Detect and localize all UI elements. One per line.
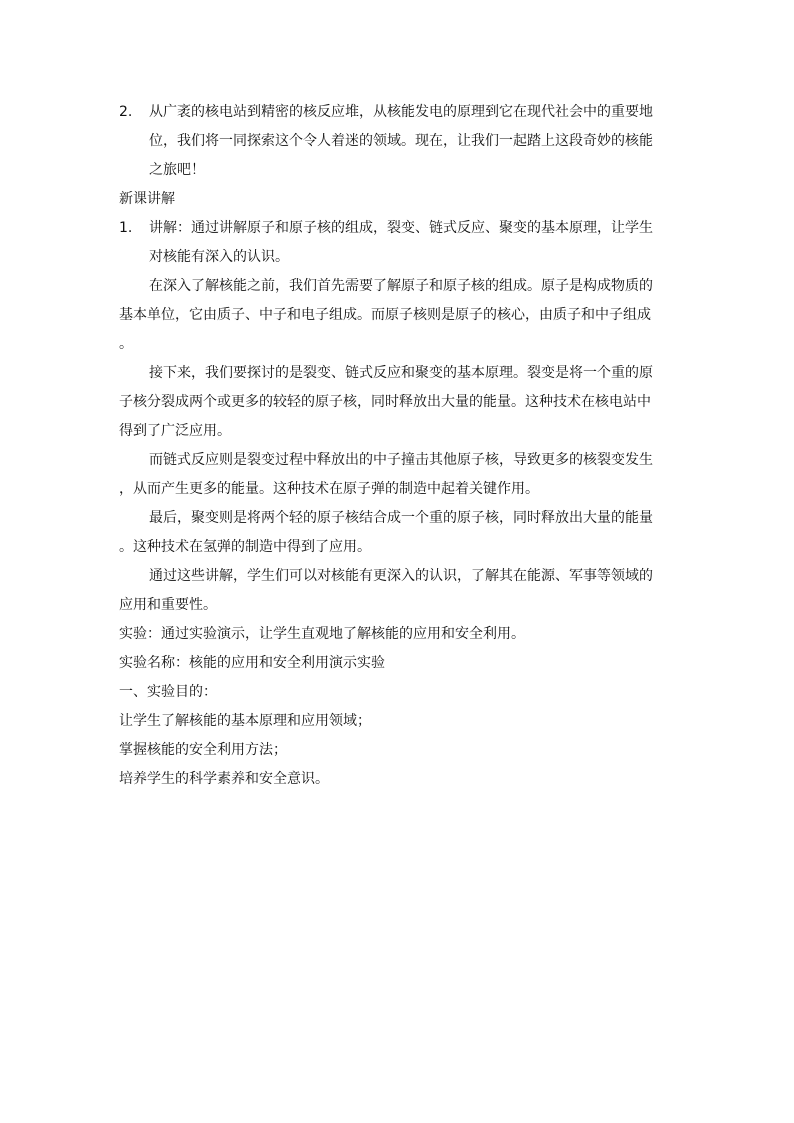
paragraph-line: 子核分裂成两个或更多的较轻的原子核，同时释放出大量的能量。这种技术在核电站中 <box>119 394 651 410</box>
intro-line-1 <box>119 102 675 131</box>
paragraph-fusion <box>119 508 675 566</box>
paragraph-line: 得到了广泛应用。 <box>119 423 231 439</box>
paragraph-summary <box>119 566 675 624</box>
paragraph-line: 基本单位，它由质子、中子和电子组成。而原子核则是原子的核心，由质子和中子组成 <box>119 307 651 323</box>
lecture-line-1 <box>119 218 675 247</box>
list-number: 1. <box>119 220 133 236</box>
intro-line-3: 之旅吧！ <box>149 162 205 178</box>
intro-line-2: 位，我们将一同探索这个令人着迷的领域。现在，让我们一起踏上这段奇妙的核能 <box>149 133 653 149</box>
paragraph-line: 最后，聚变则是将两个轻的原子核结合成一个重的原子核，同时释放出大量的能量 <box>149 510 653 526</box>
paragraph-chain-reaction <box>119 450 675 508</box>
paragraph-line: 在深入了解核能之前，我们首先需要了解原子和原子核的组成。原子是构成物质的 <box>149 278 653 294</box>
paragraph-line: 。 <box>119 336 133 352</box>
purpose-item: 培养学生的科学素养和安全意识。 <box>119 771 329 787</box>
paragraph-line: 接下来，我们要探讨的是裂变、链式反应和聚变的基本原理。裂变是将一个重的原 <box>149 365 653 381</box>
section-heading: 新课讲解 <box>119 191 175 207</box>
paragraph-fission <box>119 363 675 450</box>
list-text: 讲解：通过讲解原子和原子核的组成，裂变、链式反应、聚变的基本原理，让学生 <box>149 220 653 236</box>
paragraph-line: 。这种技术在氢弹的制造中得到了应用。 <box>119 539 371 555</box>
paragraph-atom <box>119 276 675 363</box>
paragraph-line: 应用和重要性。 <box>119 597 217 613</box>
experiment-line: 实验：通过实验演示，让学生直观地了解核能的应用和安全利用。 <box>119 626 525 642</box>
list-text: 从广袤的核电站到精密的核反应堆，从核能发电的原理到它在现代社会中的重要地 <box>149 104 653 120</box>
paragraph-line: 而链式反应则是裂变过程中释放出的中子撞击其他原子核，导致更多的核裂变发生 <box>149 452 653 468</box>
purpose-item: 掌握核能的安全利用方法； <box>119 742 287 758</box>
list-number: 2. <box>119 104 133 120</box>
experiment-name: 实验名称：核能的应用和安全利用演示实验 <box>119 655 385 671</box>
purpose-item: 让学生了解核能的基本原理和应用领域； <box>119 713 371 729</box>
paragraph-line: ，从而产生更多的能量。这种技术在原子弹的制造中起着关键作用。 <box>119 481 539 497</box>
lecture-line-2: 对核能有深入的认识。 <box>149 249 289 265</box>
document-body <box>119 102 675 798</box>
purpose-heading: 一、实验目的： <box>119 684 217 700</box>
paragraph-line: 通过这些讲解，学生们可以对核能有更深入的认识，了解其在能源、军事等领域的 <box>149 568 653 584</box>
intro-list-item <box>119 102 675 189</box>
lecture-list-item <box>119 218 675 276</box>
